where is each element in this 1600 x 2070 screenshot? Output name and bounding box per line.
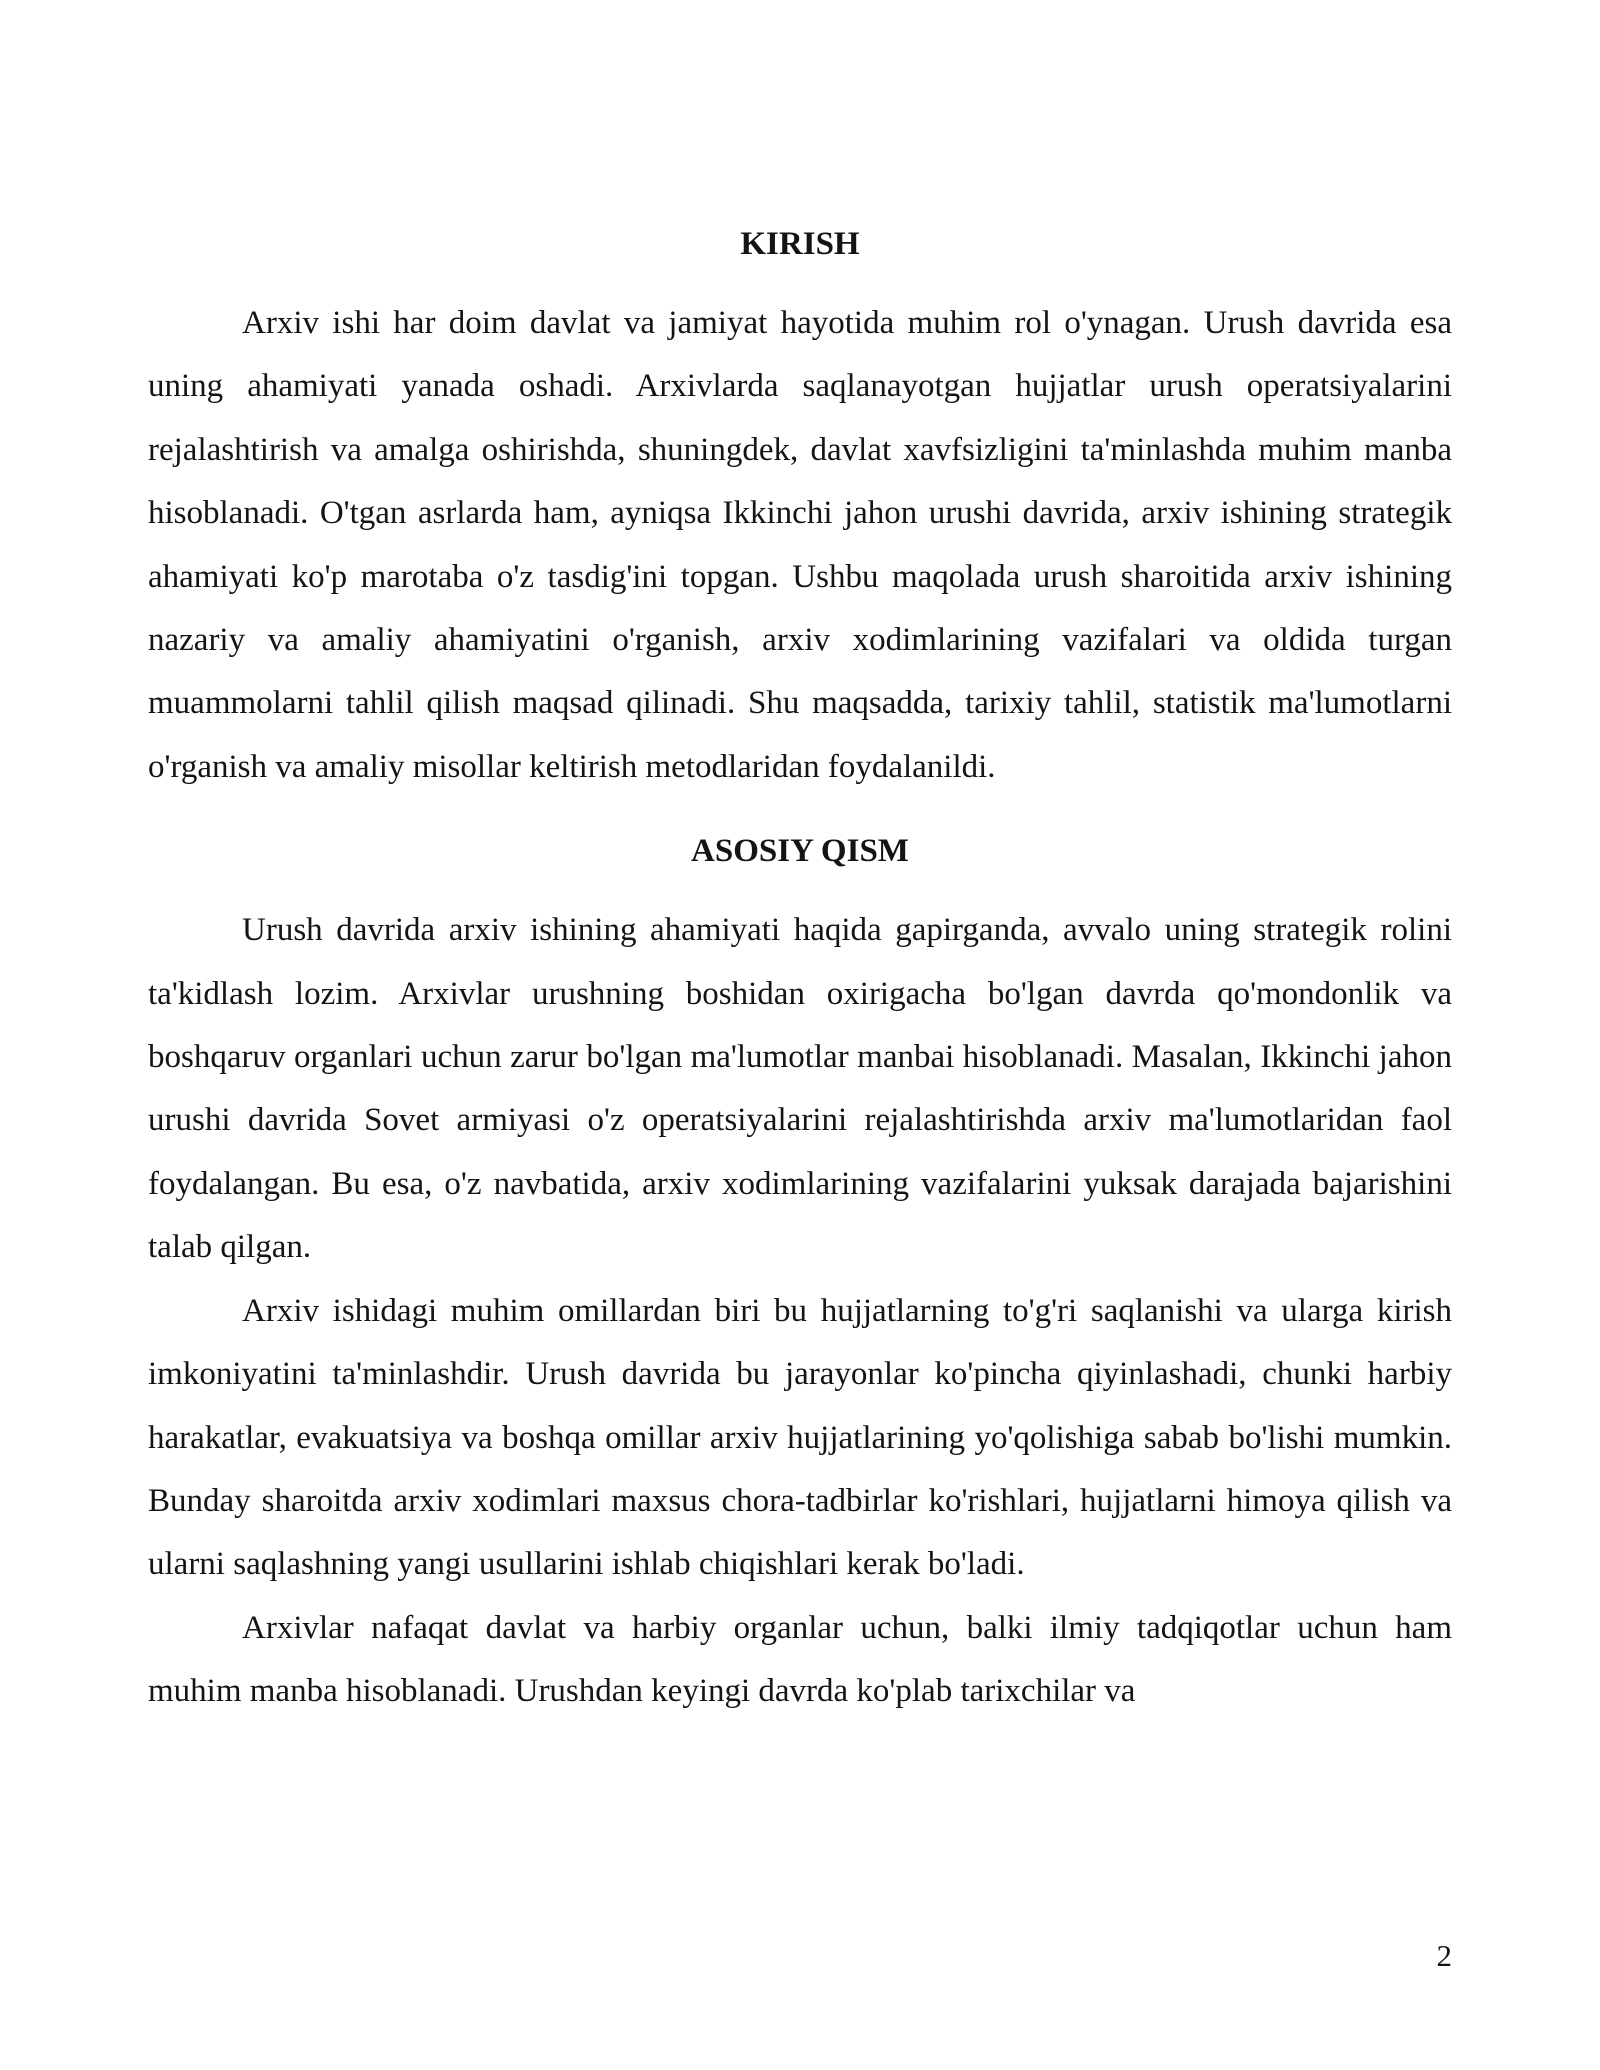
paragraph: Arxiv ishi har doim davlat va jamiyat hayotida muhim rol o'ynagan. Urush davrida esa uning ahamiyati yanada oshadi. Arxivlarda saqlanayotgan hujjatlar urush operatsiyalarini rejalashtirish va amalga oshirishda, shuningdek, davlat xavfsizligini ta'minlashda muhim manba hisoblanadi. O'tgan asrlarda ham, ayniqsa Ikkinchi jahon urushi davrida, arxiv ishining strategik ahamiyati ko'p marotaba o'z tasdig'ini topgan. Ushbu maqolada urush sharoitida arxiv ishining nazariy va amaliy ahamiyatini o'rganish, arxiv xodimlarining vazifalari va oldida turgan muammolarni tahlil qilish maqsad qilinadi. Shu maqsadda, tarixiy tahlil, statistik ma'lumotlarni o'rganish va amaliy misollar keltirish metodlaridan foydalanildi. <box>148 305 1452 785</box>
page-number: 2 <box>1436 1938 1452 1973</box>
section-heading-asosiy-qism: ASOSIY QISM <box>691 833 909 870</box>
document-page <box>148 220 1452 1724</box>
paragraph: Urush davrida arxiv ishining ahamiyati haqida gapirganda, avvalo uning strategik rolini ta'kidlash lozim. Arxivlar urushning boshidan oxirigacha bo'lgan davrda qo'mondonlik va boshqaruv organlari uchun zarur bo'lgan ma'lumotlar manbai hisoblanadi. Masalan, Ikkinchi jahon urushi davrida Sovet armiyasi o'z operatsiyalarini rejalashtirishda arxiv ma'lumotlaridan faol foydalangan. Bu esa, o'z navbatida, arxiv xodimlarining vazifalarini yuksak darajada bajarishini talab qilgan. <box>148 912 1452 1266</box>
paragraph: Arxiv ishidagi muhim omillardan biri bu hujjatlarning to'g'ri saqlanishi va ularga kirish imkoniyatini ta'minlashdir. Urush davrida bu jarayonlar ko'pincha qiyinlashadi, chunki harbiy harakatlar, evakuatsiya va boshqa omillar arxiv hujjatlarining yo'qolishiga sabab bo'lishi mumkin. Bunday sharoitda arxiv xodimlari maxsus chora-tadbirlar ko'rishlari, hujjatlarni himoya qilish va ularni saqlashning yangi usullarini ishlab chiqishlari kerak bo'ladi. <box>148 1292 1452 1583</box>
section-heading-kirish: KIRISH <box>740 226 860 262</box>
paragraph: Arxivlar nafaqat davlat va harbiy organlar uchun, balki ilmiy tadqiqotlar uchun ham muhim manba hisoblanadi. Urushdan keyingi davrda ko'plab tarixchilar va <box>148 1609 1452 1710</box>
